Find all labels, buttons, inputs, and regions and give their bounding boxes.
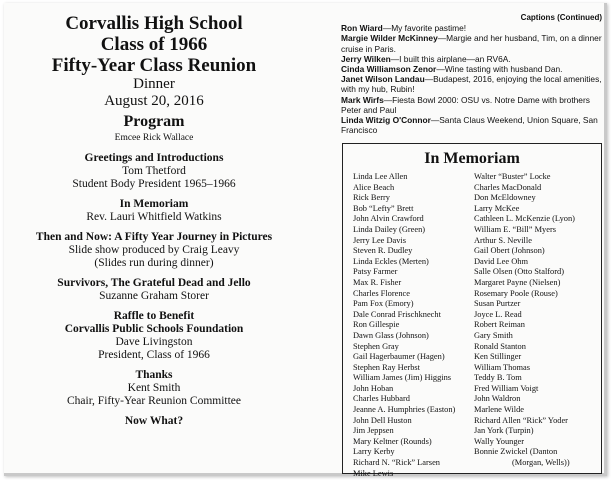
caption-item [341, 23, 604, 33]
memoriam-name: Jerry Lee Davis [353, 235, 407, 245]
memoriam-name: Jeanne A. Humphries (Easton) [353, 405, 456, 415]
memoriam-name: Rosemary Poole (Rouse) [474, 288, 558, 298]
section-line: President, Class of 1966 [98, 349, 210, 361]
memoriam-name: Gail Hagerbaumer (Hagen) [353, 352, 445, 362]
memoriam-name: Dale Conrad Frischknecht [353, 309, 441, 319]
program-heading: Program [123, 113, 185, 130]
section-thanks [4, 369, 304, 408]
caption-name: Cinda Williamson Zenor [341, 64, 437, 75]
caption-text: —I built this airplane—an RV6A. [390, 53, 511, 64]
program-panel [4, 13, 304, 428]
school-name: Corvallis High School [65, 13, 243, 34]
section-greetings [4, 152, 304, 191]
section-raffle [4, 310, 304, 362]
memoriam-name: William James (Jim) Higgins [353, 373, 452, 383]
memoriam-name: Cathleen L. McKenzie (Lyon) [474, 214, 575, 224]
section-title: Then and Now: A Fifty Year Journey in Pictures [35, 231, 273, 243]
memoriam-name: Salle Olsen (Otto Stalford) [474, 267, 565, 277]
memoriam-name: David Lee Ohm [474, 256, 528, 266]
caption-name: Jerry Wilken [341, 53, 391, 64]
memoriam-name: Charles Hubbard [353, 394, 410, 404]
captions-heading: Captions (Continued) [520, 13, 602, 22]
event-title: Fifty-Year Class Reunion [51, 55, 257, 76]
section-survivors [4, 277, 304, 303]
memoriam-name: Bonnie Zwickel (Danton [474, 447, 558, 457]
memoriam-heading: In Memoriam [424, 150, 520, 167]
memoriam-name: William Thomas [474, 362, 531, 372]
section-title: In Memoriam [119, 198, 189, 210]
section-line: Student Body President 1965–1966 [72, 178, 236, 190]
section-title: Survivors, The Grateful Dead and Jello [57, 277, 251, 289]
memoriam-name: Arthur S. Neville [474, 235, 532, 245]
memoriam-name: (Morgan, Wells)) [512, 458, 570, 468]
section-line: Tom Thetford [122, 165, 186, 177]
memoriam-name: William E. “Bill” Myers [474, 224, 556, 234]
memoriam-name: Jim Jeppsen [353, 426, 394, 436]
caption-text: —Santa Claus Weekend, Union Square, San Francisco [341, 115, 598, 136]
section-line: (Slides run during dinner) [94, 257, 214, 269]
memoriam-name: Margaret Payne (Nielsen) [474, 277, 561, 287]
section-line: Rev. Lauri Whitfield Watkins [86, 211, 222, 223]
memoriam-name: John Dell Huston [353, 415, 412, 425]
memoriam-name: Gail Obert (Johnson) [474, 246, 545, 256]
caption-text: —My favorite pastime! [382, 23, 467, 34]
memoriam-box [342, 143, 602, 478]
memoriam-name: Richard Allen “Rick” Yoder [474, 415, 568, 425]
emcee-line: Emcee Rick Wallace [114, 133, 194, 143]
event-date: August 20, 2016 [104, 93, 204, 109]
section-title: Greetings and Introductions [84, 152, 224, 164]
section-then-and-now [4, 231, 304, 270]
section-line: Chair, Fifty-Year Reunion Committee [66, 395, 242, 407]
memoriam-name: Don McEldowney [474, 193, 536, 203]
memoriam-name: Charles MacDonald [474, 182, 542, 192]
caption-item [341, 74, 604, 94]
memoriam-name: Charles Florence [353, 288, 410, 298]
memoriam-name: Richard N. “Rick” Larsen [353, 458, 440, 468]
caption-text: —Budapest, 2016, enjoying the local amenities, with my hub, Rubin! [341, 74, 602, 95]
memoriam-name: Gary Smith [474, 330, 513, 340]
memoriam-name: John Waldron [474, 394, 521, 404]
memoriam-name: Marlene Wilde [474, 405, 524, 415]
memoriam-name: Alice Beach [353, 182, 395, 192]
memoriam-column-1 [353, 172, 455, 479]
caption-name: Mark Wirfs [341, 94, 384, 105]
memoriam-name: Patsy Farmer [353, 267, 398, 277]
caption-name: Margie Wilder McKinney [341, 33, 438, 44]
section-title: Corvallis Public Schools Foundation [64, 323, 244, 335]
memoriam-name: Linda Eckles (Merten) [353, 256, 429, 266]
section-now-what [4, 415, 304, 428]
caption-text: —Fiesta Bowl 2000: OSU vs. Notre Dame with brothers Peter and Paul [341, 94, 590, 115]
memoriam-name: Walter “Buster” Locke [474, 172, 551, 181]
section-line: Dave Livingston [115, 336, 193, 348]
memoriam-name: Teddy B. Tom [474, 373, 522, 383]
memoriam-name: Wally Younger [474, 436, 525, 446]
memoriam-name: John Alvin Crawford [353, 214, 424, 224]
caption-name: Ron Wiard [341, 23, 383, 34]
caption-item [341, 115, 604, 135]
memoriam-column-2 [474, 172, 575, 469]
memoriam-name: Stephen Gray [353, 341, 399, 351]
memoriam-name: Linda Dailey (Green) [353, 224, 426, 234]
meal-label: Dinner [133, 76, 175, 92]
memoriam-name: Jan York (Turpin) [474, 426, 534, 436]
memoriam-name: Larry Kerby [353, 447, 395, 457]
memoriam-name: Susan Purtzer [474, 299, 521, 309]
memoriam-name: Ron Gillespie [353, 320, 400, 330]
caption-item [341, 95, 604, 115]
memoriam-name: Larry McKee [474, 203, 520, 213]
section-memoriam [4, 198, 304, 224]
memoriam-name: Steven R. Dudley [353, 246, 413, 256]
section-line: Slide show produced by Craig Leavy [68, 244, 240, 256]
captions-panel [341, 3, 604, 135]
memoriam-name: Rick Berry [353, 193, 390, 203]
memoriam-name: Stephen Ray Herbst [353, 362, 420, 372]
class-year: Class of 1966 [100, 34, 208, 55]
program-sheet [4, 3, 607, 476]
memoriam-name: Joyce L. Read [474, 309, 522, 319]
memoriam-name: Mary Keltner (Rounds) [353, 436, 432, 446]
memoriam-name: Dawn Glass (Johnson) [353, 330, 429, 340]
memoriam-name: Linda Lee Allen [353, 172, 408, 181]
caption-text: —Margie and her husband, Tim, on a dinner cruise in Paris. [341, 33, 602, 54]
section-title: Now What? [124, 415, 184, 427]
caption-item [341, 54, 604, 64]
memoriam-name: Mike Lewis [353, 468, 394, 478]
caption-item [341, 64, 604, 74]
caption-name: Janet Wilson Landau [341, 74, 425, 85]
memoriam-name: Pam Fox (Emory) [353, 299, 414, 309]
memoriam-name: Ken Stillinger [474, 352, 522, 362]
memoriam-name: John Hoban [353, 383, 394, 393]
caption-text: —Wine tasting with husband Dan. [436, 64, 563, 75]
memoriam-name: Robert Reiman [474, 320, 525, 330]
caption-item [341, 33, 604, 53]
section-title: Thanks [135, 369, 173, 381]
memoriam-name: Fred William Voigt [474, 383, 539, 393]
section-line: Suzanne Graham Storer [99, 290, 209, 302]
memoriam-name: Max R. Fisher [353, 277, 402, 287]
caption-name: Linda Witzig O'Connor [341, 115, 431, 126]
section-title: Raffle to Benefit [113, 310, 195, 322]
memoriam-name: Ronald Stanton [474, 341, 526, 351]
section-line: Kent Smith [127, 382, 181, 394]
memoriam-name: Bob “Lefty” Brett [353, 203, 414, 213]
